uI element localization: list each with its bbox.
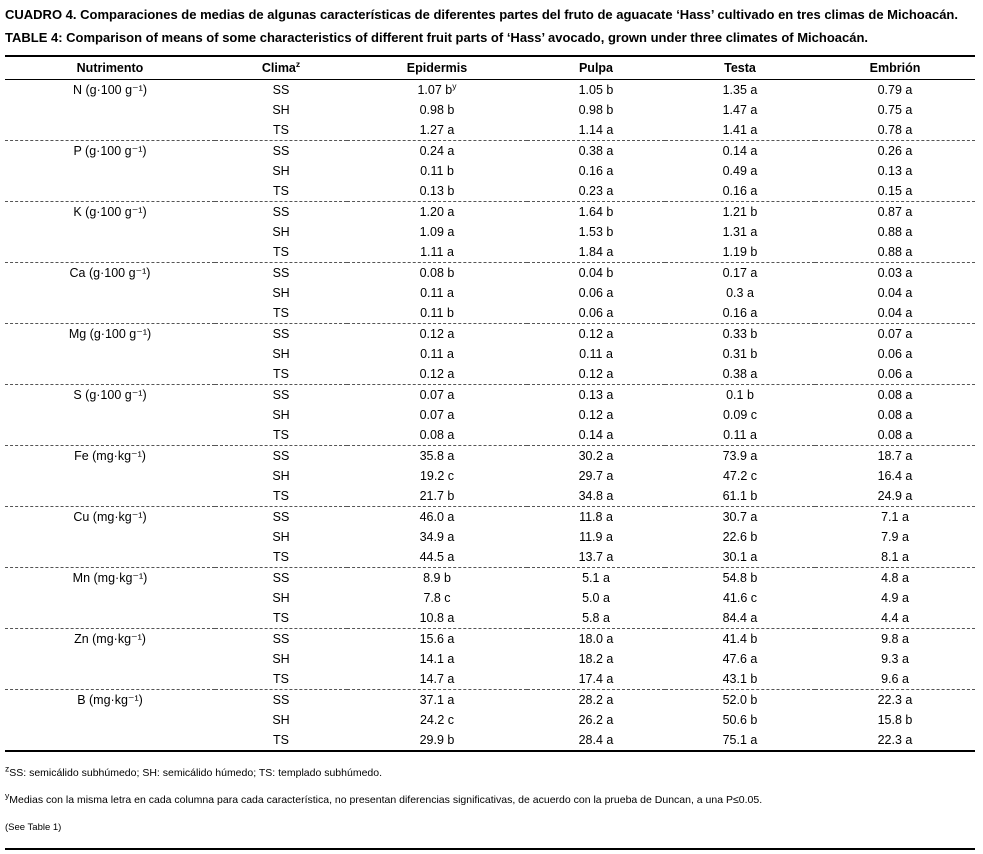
table-caption-english [5, 30, 975, 46]
nutrient-cell [5, 181, 215, 202]
value-cell: 0.08 a [877, 408, 913, 422]
value-cell: 0.14 a [665, 141, 815, 162]
value-cell: 1.41 a [722, 123, 758, 137]
nutrient-cell [5, 303, 215, 324]
table-row [5, 100, 975, 120]
table-row [5, 547, 975, 568]
nutrient-cell [5, 425, 215, 446]
table-header-row [5, 56, 975, 80]
value-cell: 0.06 a [578, 286, 614, 300]
footnote-superscript: z [5, 763, 10, 774]
table-row [5, 120, 975, 141]
value-cell: 52.0 b [665, 690, 815, 711]
value-cell: 0.38 a [527, 141, 665, 162]
value-cell: 73.9 a [665, 446, 815, 467]
table-row [5, 222, 975, 242]
value-cell: 0.08 a [815, 385, 975, 406]
col-header-nutrimento: Nutrimento [5, 56, 215, 80]
value-cell: 41.4 b [665, 629, 815, 650]
value-cell: 47.2 c [722, 469, 758, 483]
value-cell: 61.1 b [722, 489, 758, 503]
value-cell: 35.8 a [347, 446, 527, 467]
value-cell: 13.7 a [578, 550, 614, 564]
value-cell: 0.26 a [815, 141, 975, 162]
value-cell: 0.15 a [877, 184, 913, 198]
value-cell: 17.4 a [578, 672, 614, 686]
footnote: (See Table 1) [5, 822, 62, 833]
value-cell: 34.8 a [578, 489, 614, 503]
clima-header-label: Clima [261, 61, 296, 75]
nutrient-cell [5, 486, 215, 507]
value-cell: 0.06 a [877, 347, 913, 361]
value-cell: 0.16 a [722, 184, 758, 198]
clima-cell: SH [272, 347, 290, 361]
nutrient-cell [5, 242, 215, 263]
footnote: $^y$Medias con la misma letra en cada columna para cada característica, no presentan diferencias significativas, de acuerdo con la prueba de Duncan, a una P≤0.05. [5, 790, 763, 806]
value-cell: 0.06 a [877, 367, 913, 381]
value-cell: 0.12 a [578, 367, 614, 381]
nutrient-cell: N (g·100 g⁻¹) [73, 83, 147, 97]
col-header-pulpa: Pulpa [527, 56, 665, 80]
table-row [5, 507, 975, 528]
value-cell: 1.05 b [578, 83, 614, 97]
clima-cell: TS [273, 306, 289, 320]
clima-cell: SS [215, 141, 347, 162]
nutrient-cell: Zn (mg·kg⁻¹) [5, 629, 215, 650]
value-cell: 0.23 a [578, 184, 614, 198]
comparison-table [5, 55, 975, 752]
value-cell: 5.8 a [582, 611, 610, 625]
value-cell: 0.12 a [419, 367, 455, 381]
value-cell: 7.8 c [423, 591, 451, 605]
value-cell: 50.6 b [722, 713, 758, 727]
value-cell: 0.3 a [726, 286, 754, 300]
value-cell: 14.1 a [419, 652, 455, 666]
nutrient-cell [5, 588, 215, 608]
value-cell: 0.33 b [665, 324, 815, 345]
value-cell: 0.75 a [877, 103, 913, 117]
value-cell: 0.24 a [347, 141, 527, 162]
value-cell: 4.8 a [815, 568, 975, 589]
clima-cell: SS [215, 568, 347, 589]
clima-cell: SS [215, 507, 347, 528]
value-cell: 4.9 a [881, 591, 909, 605]
value-cell: 1.09 a [419, 225, 455, 239]
value-cell: 0.1 b [665, 385, 815, 406]
nutrient-cell [5, 283, 215, 303]
table-row [5, 446, 975, 467]
value-cell: 43.1 b [722, 672, 758, 686]
caption-es-text: Comparaciones de medias de algunas características de diferentes partes del fruto de aguacate ‘Hass’ cultivado en tres climas de Michoacán. [80, 7, 958, 22]
clima-header-superscript: z [295, 58, 301, 69]
value-cell: 54.8 b [665, 568, 815, 589]
caption-es-label: CUADRO 4. [5, 7, 77, 22]
nutrient-cell [5, 344, 215, 364]
table-row [5, 344, 975, 364]
value-cell: 1.27 a [419, 123, 455, 137]
value-cell: 1.20 a [347, 202, 527, 223]
value-cell: 10.8 a [419, 611, 455, 625]
value-cell: 8.1 a [881, 550, 909, 564]
col-header-testa: Testa [665, 56, 815, 80]
value-cell: 1.21 b [665, 202, 815, 223]
nutrient-cell [5, 649, 215, 669]
table-row [5, 527, 975, 547]
value-cell: 24.2 c [419, 713, 455, 727]
table-row [5, 161, 975, 181]
value-cell: 18.2 a [578, 652, 614, 666]
value-cell: 0.17 a [665, 263, 815, 284]
table-row [5, 283, 975, 303]
value-cell: 0.16 a [578, 164, 614, 178]
table-row [5, 80, 975, 101]
table-row [5, 608, 975, 629]
clima-cell: SH [272, 103, 290, 117]
value-cell: 0.11 b [420, 306, 454, 320]
value-cell: 7.1 a [815, 507, 975, 528]
value-cell: 0.06 a [578, 306, 614, 320]
clima-cell: SH [272, 530, 290, 544]
nutrient-cell [5, 100, 215, 120]
value-cell: 1.19 b [722, 245, 758, 259]
table-row [5, 405, 975, 425]
value-cell: 22.3 a [815, 690, 975, 711]
clima-cell: TS [273, 672, 289, 686]
clima-cell: SH [272, 408, 290, 422]
clima-cell: SS [215, 385, 347, 406]
value-cell: 30.7 a [665, 507, 815, 528]
clima-cell: SS [215, 629, 347, 650]
value-cell: 24.9 a [877, 489, 913, 503]
col-header-embrion: Embrión [815, 56, 975, 80]
clima-cell: TS [273, 245, 289, 259]
table-row [5, 141, 975, 162]
table-row [5, 669, 975, 690]
clima-cell: TS [273, 428, 289, 442]
value-cell: 0.03 a [815, 263, 975, 284]
value-cell: 22.3 a [877, 733, 913, 747]
value-cell: 0.49 a [722, 164, 758, 178]
value-cell: 0.04 a [877, 286, 913, 300]
value-cell: 1.47 a [722, 103, 758, 117]
value-cell: 0.12 a [527, 324, 665, 345]
value-cell: 9.3 a [881, 652, 909, 666]
clima-cell: SS [215, 324, 347, 345]
table-caption-spanish [5, 7, 975, 23]
value-cell: 0.87 a [815, 202, 975, 223]
value-cell: 21.7 b [419, 489, 455, 503]
value-cell: 46.0 a [347, 507, 527, 528]
value-cell: 30.1 a [722, 550, 758, 564]
table-row [5, 649, 975, 669]
clima-cell: SH [272, 652, 290, 666]
value-cell: 41.6 c [722, 591, 758, 605]
nutrient-cell [5, 161, 215, 181]
clima-cell: SS [215, 202, 347, 223]
value-cell: 0.08 a [419, 428, 455, 442]
nutrient-cell [5, 364, 215, 385]
nutrient-cell [5, 405, 215, 425]
nutrient-cell: Mn (mg·kg⁻¹) [5, 568, 215, 589]
nutrient-cell: Ca (g·100 g⁻¹) [5, 263, 215, 284]
value-cell: 26.2 a [578, 713, 614, 727]
clima-cell: TS [273, 489, 289, 503]
nutrient-cell: P (g·100 g⁻¹) [5, 141, 215, 162]
value-cell: 28.2 a [527, 690, 665, 711]
value-cell: 84.4 a [722, 611, 758, 625]
value-cell: 0.13 a [527, 385, 665, 406]
value-cell: 9.8 a [815, 629, 975, 650]
table-row [5, 710, 975, 730]
value-cell: 0.31 b [722, 347, 758, 361]
value-cell: 0.88 a [877, 225, 913, 239]
value-cell: 1.07 $b^y$ [417, 80, 457, 97]
value-cell: 1.53 b [578, 225, 614, 239]
nutrient-cell [5, 608, 215, 629]
value-cell: 18.0 a [527, 629, 665, 650]
clima-cell: SH [272, 225, 290, 239]
table-row [5, 181, 975, 202]
value-cell: 47.6 a [722, 652, 758, 666]
value-cell: 0.12 a [578, 408, 614, 422]
value-cell: 1.64 b [527, 202, 665, 223]
value-cell: 29.7 a [578, 469, 614, 483]
value-cell: 5.1 a [527, 568, 665, 589]
value-cell: 0.11 a [579, 347, 613, 361]
footnote: $^z$SS: semicálido subhúmedo; SH: semicálido húmedo; TS: templado subhúmedo. [5, 763, 383, 779]
nutrient-cell [5, 222, 215, 242]
nutrient-cell: Cu (mg·kg⁻¹) [5, 507, 215, 528]
value-cell: 28.4 a [578, 733, 614, 747]
clima-cell: SH [272, 713, 290, 727]
value-cell: 11.8 a [527, 507, 665, 528]
clima-cell: SS [215, 446, 347, 467]
value-cell: 0.08 a [877, 428, 913, 442]
nutrient-cell: Mg (g·100 g⁻¹) [5, 324, 215, 345]
table-row [5, 202, 975, 223]
value-cell: 0.09 c [722, 408, 758, 422]
value-cell: 0.78 a [877, 123, 913, 137]
caption-en-label: TABLE 4: [5, 30, 63, 45]
clima-cell: TS [273, 733, 289, 747]
clima-cell: TS [273, 611, 289, 625]
value-cell: 44.5 a [419, 550, 455, 564]
value-cell: 0.98 b [578, 103, 614, 117]
col-header-epidermis: Epidermis [347, 56, 527, 80]
clima-cell: TS [273, 123, 289, 137]
table-row [5, 425, 975, 446]
clima-cell: SH [272, 164, 290, 178]
value-cell: 0.07 a [347, 385, 527, 406]
caption-en-text: Comparison of means of some characteristics of different fruit parts of ‘Hass’ avocado, grown under three climates of Michoacán. [66, 30, 869, 45]
footnote-superscript: y [5, 790, 10, 801]
nutrient-cell: B (mg·kg⁻¹) [5, 690, 215, 711]
col-header-clima [215, 56, 347, 80]
value-cell: 75.1 a [722, 733, 758, 747]
nutrient-cell [5, 730, 215, 751]
nutrient-cell [5, 120, 215, 141]
value-cell: 11.9 a [579, 530, 613, 544]
table-row [5, 364, 975, 385]
value-cell: 0.08 b [347, 263, 527, 284]
value-cell: 0.98 b [419, 103, 455, 117]
table-row [5, 486, 975, 507]
value-cell: 0.88 a [877, 245, 913, 259]
clima-cell: SS [215, 690, 347, 711]
value-cell: 15.6 a [347, 629, 527, 650]
value-cell: 34.9 a [419, 530, 455, 544]
clima-cell: SS [215, 263, 347, 284]
value-cell: 0.13 b [419, 184, 455, 198]
bottom-rule [5, 848, 975, 850]
value-cell: 0.04 b [527, 263, 665, 284]
table-row [5, 629, 975, 650]
clima-cell: SH [272, 286, 290, 300]
value-cell: 29.9 b [419, 733, 455, 747]
value-cell: 1.84 a [578, 245, 614, 259]
value-cell: 7.9 a [881, 530, 909, 544]
value-cell: 22.6 b [722, 530, 758, 544]
value-cell: 0.07 a [419, 408, 455, 422]
nutrient-cell [5, 527, 215, 547]
clima-cell: SH [272, 469, 290, 483]
clima-cell: SH [272, 591, 290, 605]
clima-cell: TS [273, 184, 289, 198]
table-row [5, 588, 975, 608]
value-cell: 9.6 a [881, 672, 909, 686]
value-cell: 0.16 a [722, 306, 758, 320]
table-row [5, 385, 975, 406]
nutrient-cell [5, 466, 215, 486]
footnotes [5, 763, 975, 834]
nutrient-cell: Fe (mg·kg⁻¹) [5, 446, 215, 467]
value-cell: 0.11 a [420, 347, 454, 361]
clima-cell: SS [272, 83, 290, 97]
value-cell: 15.8 b [877, 713, 913, 727]
value-cell: 0.14 a [578, 428, 614, 442]
value-cell: 0.11 b [420, 164, 454, 178]
value-cell: 0.07 a [815, 324, 975, 345]
table-row [5, 466, 975, 486]
value-cell: 0.11 a [420, 286, 454, 300]
value-cell: 0.79 a [877, 83, 913, 97]
clima-cell: TS [273, 367, 289, 381]
table-row [5, 324, 975, 345]
table-row [5, 568, 975, 589]
value-cell: 37.1 a [347, 690, 527, 711]
value-cell: 0.13 a [877, 164, 913, 178]
value-cell: 4.4 a [881, 611, 909, 625]
value-cell: 0.38 a [722, 367, 758, 381]
nutrient-cell [5, 669, 215, 690]
value-cell: 1.11 a [420, 245, 454, 259]
value-cell: 14.7 a [419, 672, 455, 686]
table-body [5, 80, 975, 752]
nutrient-cell: S (g·100 g⁻¹) [5, 385, 215, 406]
value-cell: 19.2 c [419, 469, 455, 483]
value-cell: 30.2 a [527, 446, 665, 467]
nutrient-cell [5, 547, 215, 568]
value-cell: 0.12 a [347, 324, 527, 345]
value-cell: 1.35 a [722, 83, 758, 97]
table-row [5, 242, 975, 263]
value-cell: 18.7 a [815, 446, 975, 467]
table-row [5, 690, 975, 711]
value-cell: 0.04 a [877, 306, 913, 320]
table-row [5, 730, 975, 751]
clima-cell: TS [273, 550, 289, 564]
value-cell: 1.14 a [578, 123, 614, 137]
value-cell: 16.4 a [877, 469, 913, 483]
nutrient-cell: K (g·100 g⁻¹) [5, 202, 215, 223]
table-row [5, 263, 975, 284]
value-cell: 5.0 a [582, 591, 610, 605]
value-cell: 1.31 a [722, 225, 758, 239]
nutrient-cell [5, 710, 215, 730]
value-cell: 8.9 b [347, 568, 527, 589]
value-cell: 0.11 a [723, 428, 757, 442]
table-row [5, 303, 975, 324]
value-superscript: y [452, 80, 457, 91]
